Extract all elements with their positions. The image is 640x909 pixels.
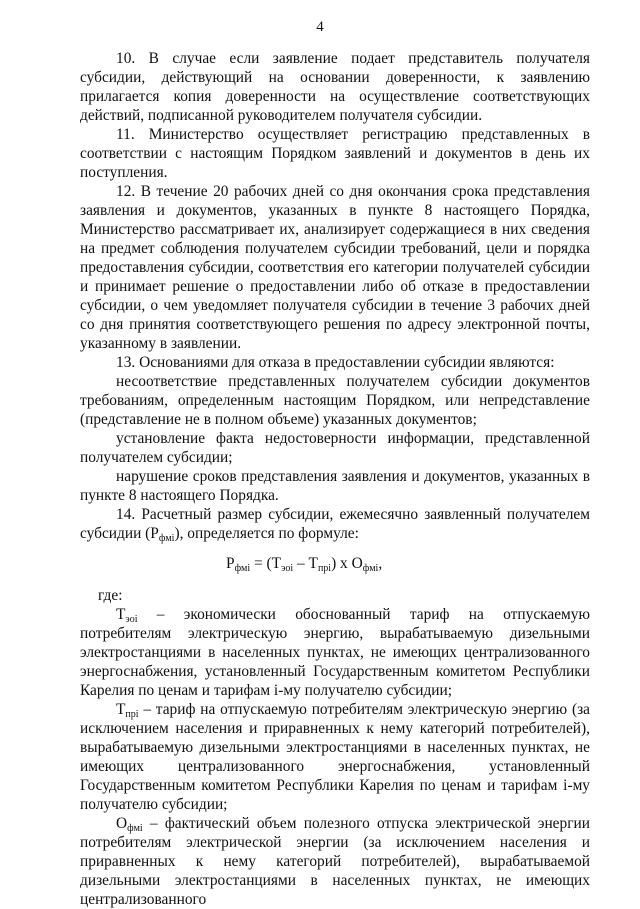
definition-o-fmi-text: – фактический объем полезного отпуска электрической энергии потребителям электрической энергии (за исключением населения и приравненных к нему категорий потребителей), вырабатываемой дизельными электростанциями в населенных пунктах, не имеющих централизованного	[80, 815, 590, 908]
paragraph-10: 10. В случае если заявление подает представитель получателя субсидии, действующий на основании доверенности, к заявлению прилагается копия доверенности на осуществление соответствующих действий, подписанной руководителем получателя субсидии.	[80, 50, 590, 124]
refusal-ground-3: нарушение сроков представления заявления и документов, указанных в пункте 8 настоящего Порядка.	[80, 468, 590, 504]
formula-equals: = (Т	[250, 555, 282, 572]
definition-t-eoi-text: – экономически обоснованный тариф на отпускаемую потребителям электрическую энергию, вырабатываемую дизельными электростанциями в населенных пунктах, не имеющих централизованного энергоснабжения, установленный Государственным комитетом Республики Карелия по ценам и тарифам i-му получателю субсидии;	[80, 606, 590, 699]
refusal-ground-2: установление факта недостоверности информации, представленной получателем субсидии;	[80, 430, 590, 466]
definition-t-pri-subscript: прi	[125, 709, 139, 720]
definition-o-fmi-subscript: фмi	[127, 823, 143, 834]
paragraph-13: 13. Основаниями для отказа в предоставлении субсидии являются:	[116, 354, 555, 371]
paragraph-12: 12. В течение 20 рабочих дней со дня окончания срока представления заявления и документов, указанных в пункте 8 настоящего Порядка, Министерство рассматривает их, анализирует содержащиеся в них сведения на предмет соблюдения получателем субсидии требований, цели и порядка предоставления субсидии, соответствия его категории получателей субсидии и принимает решение о предоставлении либо об отказе в предоставлении субсидии, о чем уведомляет получателя субсидии в течение 3 рабочих дней со дня принятия соответствующего решения по адресу электронной почты, указанному в заявлении.	[80, 183, 590, 352]
formula-r: Р	[226, 555, 235, 572]
paragraph-14-tail: ), определяется по формуле:	[174, 525, 359, 542]
formula-times: ) х О	[331, 555, 363, 572]
definition-t-pri-symbol: Т	[116, 701, 126, 718]
definition-o-fmi-symbol: О	[116, 815, 128, 832]
definition-t-eoi	[80, 605, 590, 700]
definition-o-fmi	[80, 814, 590, 909]
formula-o-subscript: фмi	[362, 563, 379, 574]
formula-minus: – Т	[293, 555, 318, 572]
definition-t-pri	[80, 700, 590, 814]
paragraph-14-text: 14. Расчетный размер субсидии, ежемесячно заявленный получателем субсидии (Р	[80, 506, 590, 542]
refusal-ground-1: несоответствие представленных получателем субсидии документов требованиям, определенным настоящим Порядком, или непредставление (представление не в полном объеме) указанных документов;	[80, 373, 590, 428]
document-body	[80, 49, 590, 909]
definition-t-eoi-symbol: Т	[116, 606, 126, 623]
formula-end: ,	[378, 555, 383, 572]
page-number: 4	[316, 19, 324, 35]
subsidy-formula	[80, 553, 590, 574]
paragraph-14	[80, 505, 590, 543]
formula-r-subscript: фмi	[234, 563, 251, 574]
paragraph-11: 11. Министерство осуществляет регистрацию представленных в соответствии с настоящим Порядком заявлений и документов в день их поступления.	[80, 126, 590, 181]
where-label: где:	[98, 587, 123, 604]
paragraph-14-subscript: фмi	[158, 533, 175, 544]
formula-t1-subscript: эоi	[281, 563, 294, 574]
definition-t-pri-text: – тариф на отпускаемую потребителям электрическую энергию (за исключением населения и приравненных к нему категорий потребителей), вырабатываемую дизельными электростанциями в населенных пунктах, не имеющих централизованного энергоснабжения, установленный Государственным комитетом Республики Карелия по ценам и тарифам i-му получателю субсидии;	[80, 701, 590, 813]
definition-t-eoi-subscript: эоi	[125, 614, 138, 625]
formula-t2-subscript: прi	[317, 563, 332, 574]
